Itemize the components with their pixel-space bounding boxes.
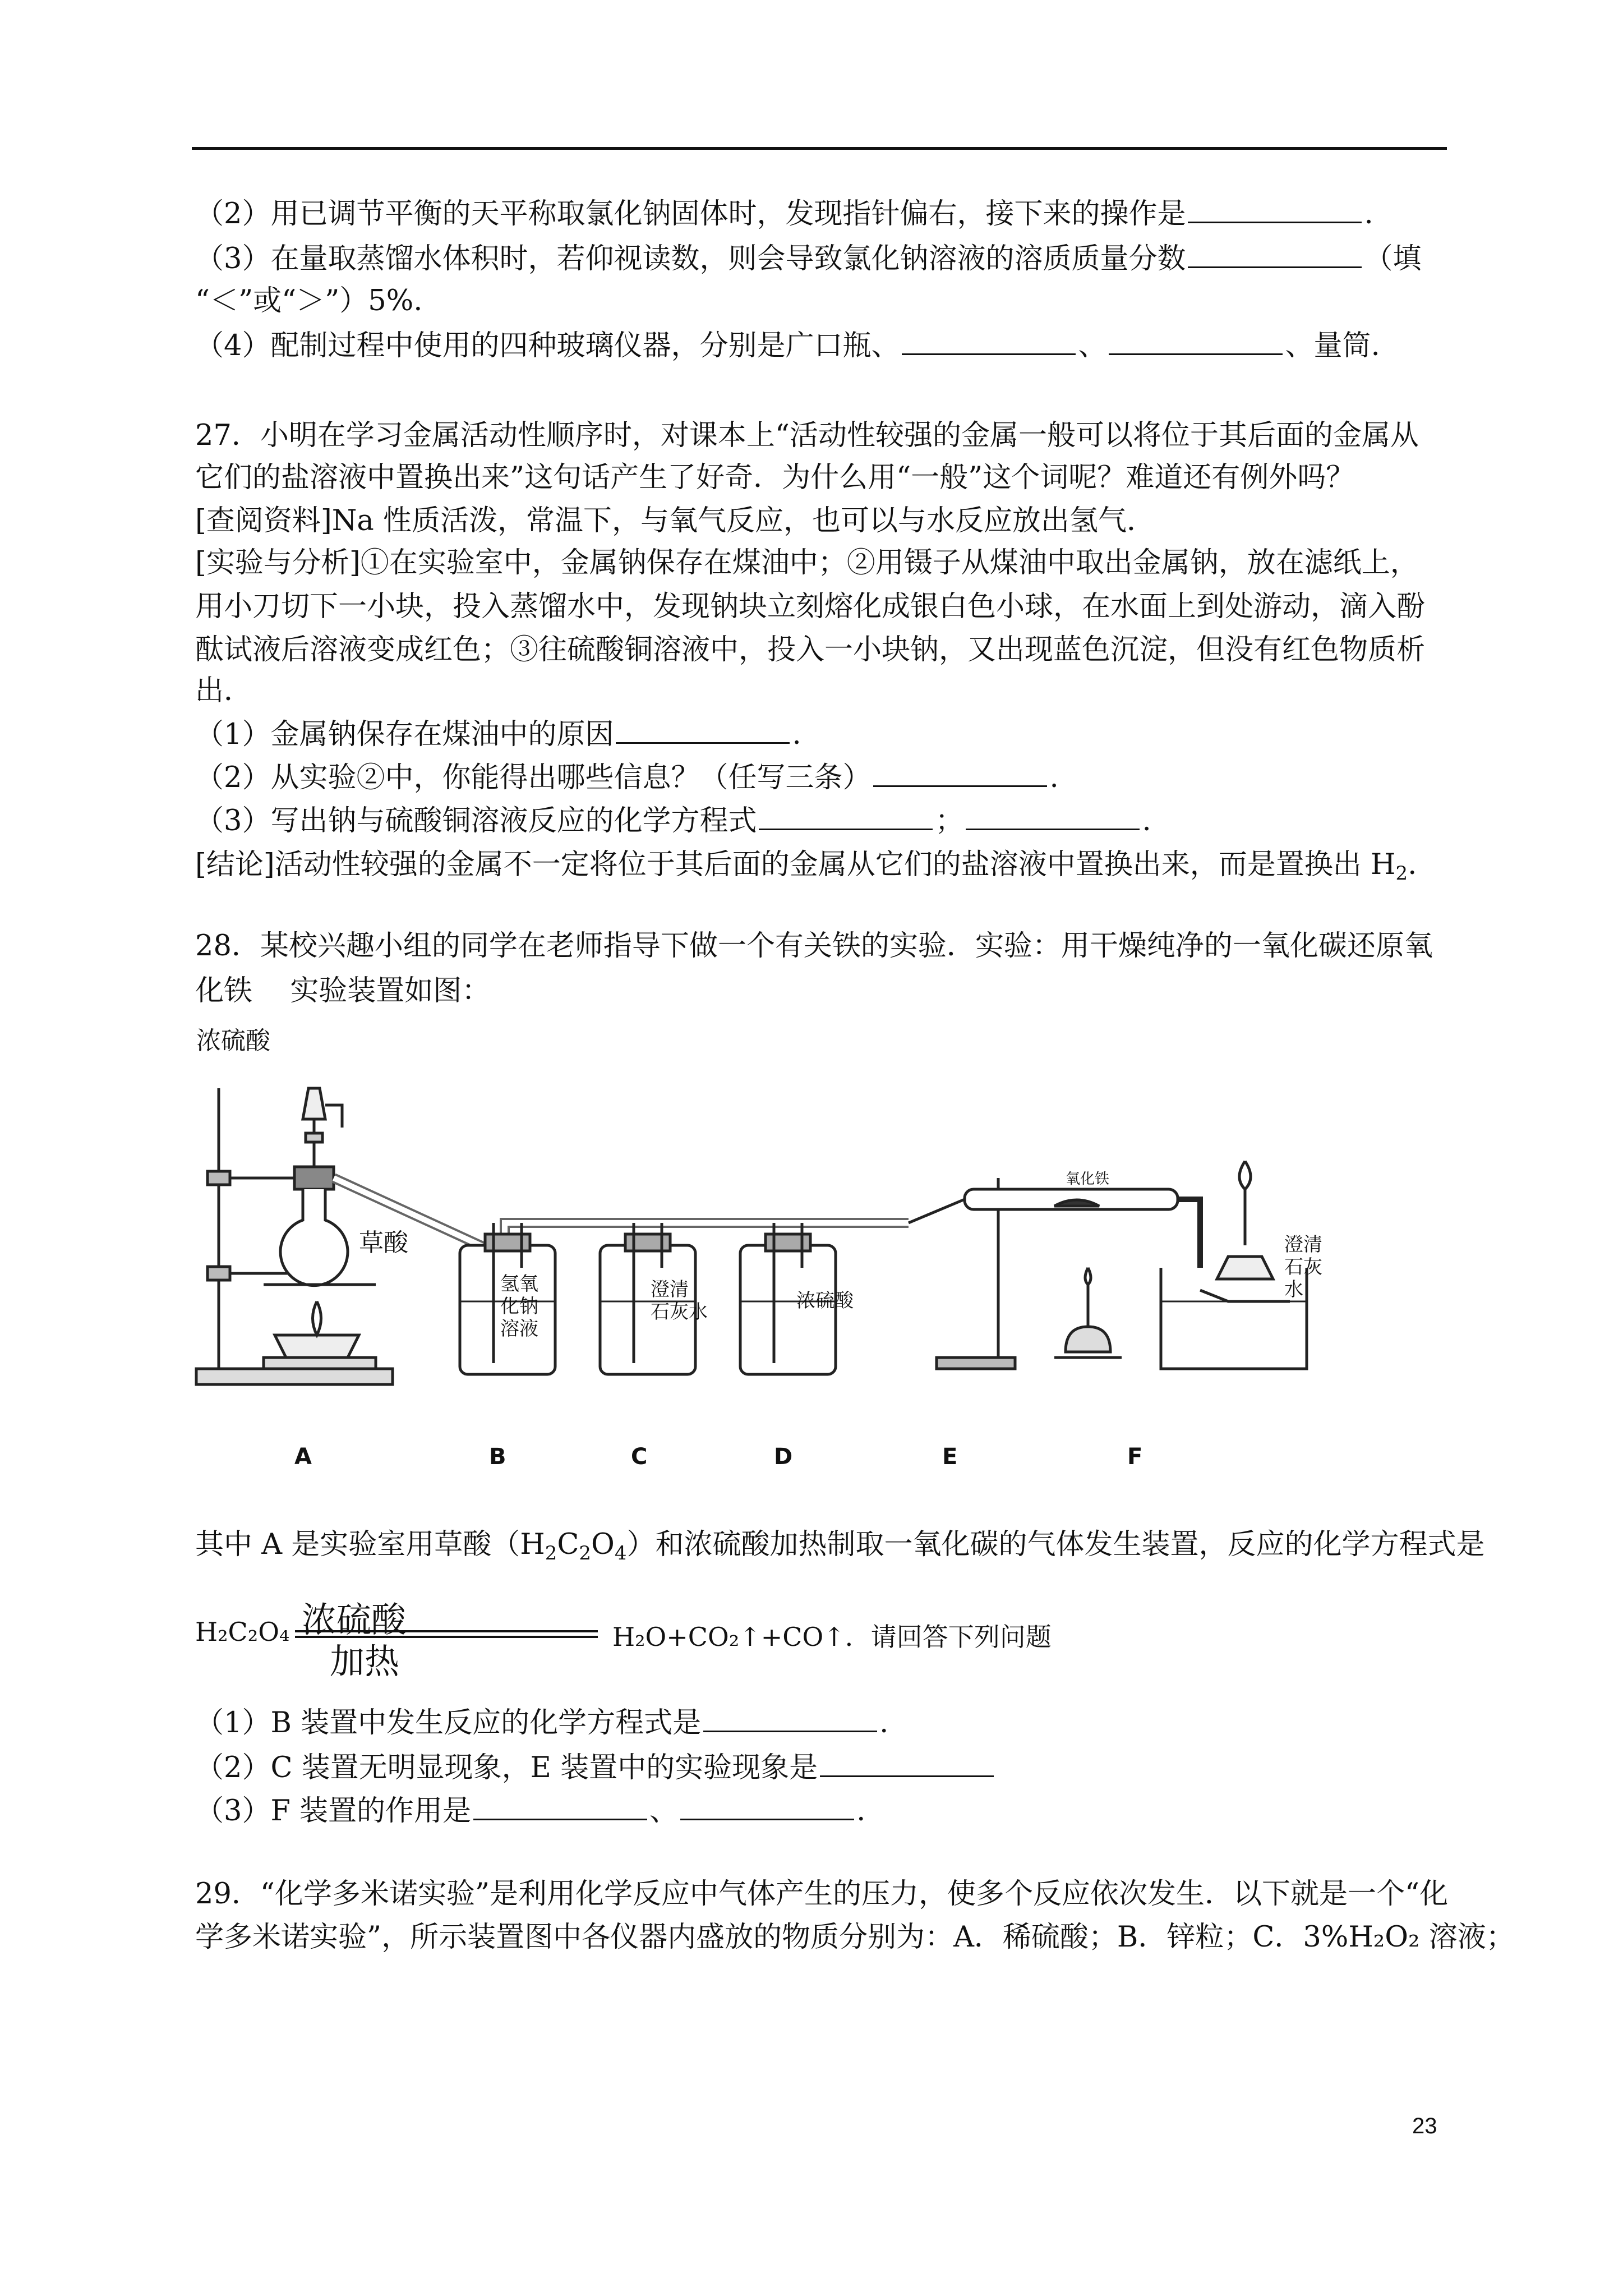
letter-a: A [294, 1444, 312, 1470]
equation-condition-bottom: 加热 [330, 1641, 400, 1682]
q27-part3-sep: ； [935, 804, 964, 838]
q27-part3-text: （3）写出钠与硫酸铜溶液反应的化学方程式 [195, 804, 757, 838]
q26-part2 [195, 196, 1373, 232]
label-naoh-3: 溶液 [500, 1318, 538, 1340]
q27-part1 [195, 717, 801, 753]
q26-part3 [195, 241, 1421, 277]
letter-e: E [942, 1444, 958, 1470]
label-limewater-f-2: 石灰 [1284, 1256, 1322, 1278]
label-conc-sulfuric-acid-d: 浓硫酸 [796, 1290, 854, 1312]
q28-part3 [195, 1793, 865, 1829]
q28-intro-c: C [557, 1528, 579, 1561]
answer-blank[interactable] [759, 804, 933, 830]
connecting-tube [505, 1223, 909, 1257]
label-limewater-c-2: 石灰水 [651, 1301, 708, 1323]
q27-part1-text: （1）金属钠保存在煤油中的原因 [195, 718, 614, 751]
answer-blank[interactable] [703, 1706, 877, 1732]
answer-blank[interactable] [966, 804, 1140, 830]
q28-line1: 28．某校兴趣小组的同学在老师指导下做一个有关铁的实验．实验：用干燥纯净的一氧化碳还原氧 [195, 930, 1433, 963]
page-number: 23 [1412, 2114, 1437, 2138]
q28-part3-end: . [856, 1795, 866, 1828]
q26-part4-sep: 、 [1078, 329, 1107, 362]
q27-line4: [实验与分析]①在实验室中，金属钠保存在煤油中；②用镊子从煤油中取出金属钠，放在滤纸上， [195, 546, 1419, 579]
alcohol-lamp-e [1066, 1327, 1110, 1352]
q26-part2-end: . [1364, 197, 1373, 231]
letter-f: F [1127, 1444, 1143, 1470]
label-naoh-2: 化钠 [500, 1295, 538, 1318]
q28-part1-end: . [879, 1706, 889, 1740]
stand-base-a [196, 1369, 393, 1384]
q28-intro-e: O [591, 1528, 615, 1561]
equation-lhs: H₂C₂O₄ [195, 1617, 290, 1647]
q27-part2-end: . [1049, 761, 1059, 794]
label-limewater-c-1: 澄清 [651, 1278, 689, 1301]
q26-part4 [195, 328, 1380, 364]
letter-c: C [631, 1444, 648, 1470]
label-limewater-f-1: 澄清 [1284, 1234, 1322, 1256]
label-iron-oxide: 氧化铁 [1066, 1171, 1110, 1188]
subscript: 2 [579, 1542, 592, 1565]
q27-part3-end: . [1142, 804, 1151, 838]
letter-d: D [774, 1444, 793, 1470]
equation-bar-top [295, 1630, 598, 1632]
q28-intro [195, 1527, 1485, 1571]
answer-blank[interactable] [1188, 242, 1362, 268]
answer-blank[interactable] [902, 329, 1076, 355]
q29-line1: 29．“化学多米诺实验”是利用化学反应中气体产生的压力，使多个反应依次发生．以下就是一个“化 [195, 1878, 1449, 1911]
label-limewater-f-3: 水 [1284, 1278, 1303, 1301]
answer-blank[interactable] [873, 761, 1047, 787]
round-bottom-flask [280, 1189, 348, 1286]
answer-blank[interactable] [473, 1794, 647, 1820]
letter-b: B [489, 1444, 506, 1470]
q28-part3-sep: 、 [649, 1795, 679, 1828]
q28-part2 [195, 1750, 996, 1786]
q26-part3-line2: “＜”或“＞”）5%. [195, 284, 423, 318]
answer-blank[interactable] [1109, 329, 1283, 355]
flask-stopper [294, 1167, 334, 1189]
header-rule [192, 147, 1447, 150]
separatory-funnel [303, 1088, 325, 1119]
q27-line5: 用小刀切下一小块，投入蒸馏水中，发现钠块立刻熔化成银白色小球，在水面上到处游动，滴入酚 [195, 590, 1426, 623]
q27-conclusion-end: . [1408, 848, 1417, 881]
q29-line2: 学多米诺实验”，所示装置图中各仪器内盛放的物质分别为：A．稀硫酸；B．锌粒；C．3%H₂O₂ 溶液； [195, 1921, 1515, 1954]
q28-intro-a: 其中 A 是实验室用草酸（H [195, 1528, 545, 1561]
q28-part1-text: （1）B 装置中发生反应的化学方程式是 [195, 1706, 702, 1740]
answer-blank[interactable] [616, 717, 790, 744]
q27-line7: 出． [195, 674, 253, 707]
answer-blank[interactable] [680, 1794, 854, 1820]
q28-part3-text: （3）F 装置的作用是 [195, 1795, 472, 1828]
stand-base-e [937, 1358, 1015, 1369]
q27-line1: 27．小明在学习金属活动性顺序时，对课本上“活动性较强的金属一般可以将位于其后面的金属从 [195, 419, 1419, 452]
alcohol-lamp-a [275, 1335, 359, 1358]
flame-f [1239, 1161, 1251, 1189]
q27-part1-end: . [792, 718, 801, 751]
equation-rhs: H₂O+CO₂↑+CO↑．请回答下列问题 [612, 1622, 1052, 1652]
reaction-equation [195, 1592, 1149, 1682]
q27-part2-text: （2）从实验②中，你能得出哪些信息？（任写三条） [195, 761, 872, 794]
answer-blank[interactable] [1188, 197, 1362, 223]
subscript: 2 [1395, 862, 1408, 885]
q28-part2-text: （2）C 装置无明显现象，E 装置中的实验现象是 [195, 1751, 818, 1784]
answer-blank[interactable] [820, 1751, 994, 1777]
q27-conclusion [195, 847, 1417, 891]
apparatus-figure [191, 1021, 1447, 1481]
q27-part2 [195, 760, 1059, 796]
q26-part3-tail: （填 [1364, 242, 1422, 275]
q26-part3-text: （3）在量取蒸馏水体积时，若仰视读数，则会导致氯化钠溶液的溶质质量分数 [195, 242, 1186, 275]
q28-intro-g: ）和浓硫酸加热制取一氧化碳的气体发生装置，反应的化学方程式是 [626, 1528, 1485, 1561]
q27-part3 [195, 803, 1151, 839]
equation-condition-top: 浓硫酸 [302, 1599, 407, 1640]
subscript: 4 [614, 1542, 627, 1565]
label-naoh-1: 氢氧 [500, 1273, 538, 1295]
q28-line2: 化铁 实验装置如图： [195, 974, 491, 1007]
q26-part4-end: 、量筒. [1285, 329, 1380, 362]
q26-part4-text: （4）配制过程中使用的四种玻璃仪器，分别是广口瓶、 [195, 329, 900, 362]
q28-part1 [195, 1705, 888, 1741]
subscript: 2 [545, 1542, 557, 1565]
q26-part2-text: （2）用已调节平衡的天平称取氯化钠固体时，发现指针偏右，接下来的操作是 [195, 197, 1186, 231]
q27-line2: 它们的盐溶液中置换出来”这句话产生了好奇．为什么用“一般”这个词呢？难道还有例外吗？ [195, 461, 1355, 494]
q27-conclusion-text: [结论]活动性较强的金属不一定将位于其后面的金属从它们的盐溶液中置换出来，而是置换出 H [195, 848, 1396, 881]
q27-line3: [查阅资料]Na 性质活泼，常温下，与氧气反应，也可以与水反应放出氢气． [195, 504, 1156, 537]
q27-line6: 酞试液后溶液变成红色；③往硫酸铜溶液中，投入一小块钠，又出现蓝色沉淀，但没有红色物质析 [195, 633, 1426, 666]
label-oxalic-acid: 草酸 [359, 1228, 408, 1257]
label-conc-sulfuric-acid-a: 浓硫酸 [196, 1027, 270, 1055]
